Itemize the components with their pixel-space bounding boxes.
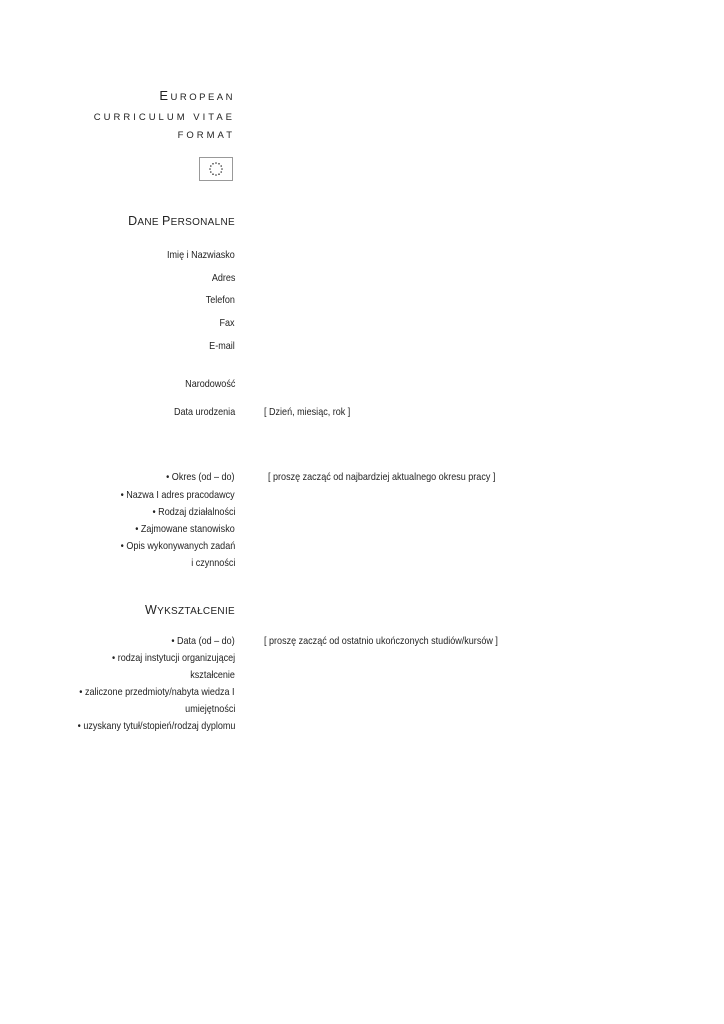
- header-format: FORMAT: [177, 130, 235, 141]
- eu-flag-logo: [199, 157, 233, 181]
- label-name: Imię i Nazwiasko: [167, 249, 235, 261]
- label-education-date: • Data (od – do): [171, 635, 235, 647]
- value-period: [ proszę zacząć od najbardziej aktualnego okresu pracy ]: [268, 471, 496, 483]
- label-period: • Okres (od – do): [166, 471, 235, 483]
- heading-initial: D: [128, 214, 138, 228]
- header-european-initial: E: [159, 88, 171, 103]
- section-heading-personal: [128, 214, 235, 228]
- label-phone: Telefon: [205, 294, 235, 306]
- label-email: E-mail: [209, 340, 235, 352]
- heading-initial: W: [145, 603, 158, 617]
- section-heading-education: [145, 603, 235, 617]
- value-birth-date: [ Dzień, miesiąc, rok ]: [264, 406, 351, 418]
- label-institution: • rodzaj instytucji organizującej: [111, 652, 235, 664]
- label-address: Adres: [211, 272, 235, 284]
- label-degree: • uzyskany tytuł/stopień/rodzaj dyplomu: [77, 720, 235, 732]
- label-position: • Zajmowane stanowisko: [135, 523, 235, 535]
- label-institution-cont: kształcenie: [190, 669, 235, 681]
- value-education-date: [ proszę zacząć od ostatnio ukończonych studiów/kursów ]: [264, 635, 498, 647]
- heading-rest: ANE: [137, 217, 162, 228]
- label-duties-cont: i czynności: [190, 557, 235, 569]
- label-subjects: • zaliczone przedmioty/nabyta wiedza I: [79, 686, 235, 698]
- header-european: [159, 88, 235, 103]
- header-curriculum-vitae: CURRICULUM VITAE: [93, 112, 235, 123]
- label-business-type: • Rodzaj działalności: [152, 506, 235, 518]
- heading-initial: P: [161, 214, 171, 228]
- label-nationality: Narodowość: [184, 378, 235, 390]
- label-employer: • Nazwa I adres pracodawcy: [120, 489, 235, 501]
- heading-rest: ERSONALNE: [170, 217, 235, 228]
- heading-rest: YKSZTAŁCENIE: [157, 606, 235, 617]
- label-subjects-cont: umiejętności: [184, 703, 235, 715]
- label-fax: Fax: [219, 317, 235, 329]
- header-european-rest: UROPEAN: [170, 92, 235, 103]
- eu-stars-icon: [200, 158, 232, 180]
- label-birth-date: Data urodzenia: [173, 406, 235, 418]
- label-duties: • Opis wykonywanych zadań: [120, 540, 235, 552]
